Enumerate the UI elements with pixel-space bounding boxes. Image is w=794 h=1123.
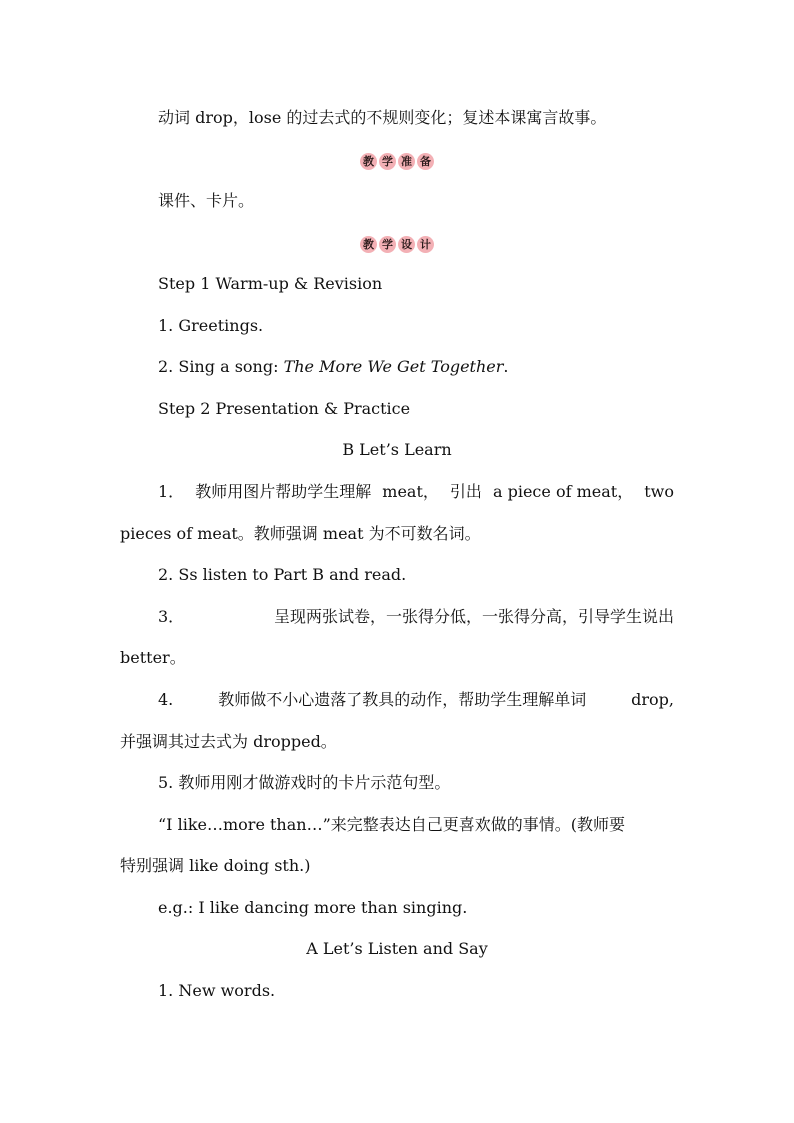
badge-char: 计 bbox=[417, 236, 434, 253]
step1-heading: Step 1 Warm-up & Revision bbox=[158, 274, 383, 293]
part-a-heading: A Let’s Listen and Say bbox=[306, 939, 488, 958]
item4-seg: drop, bbox=[631, 690, 674, 709]
song-line bbox=[158, 356, 509, 378]
example-line: e.g.: I like dancing more than singing. bbox=[158, 898, 468, 917]
song-title: The More We Get Together bbox=[283, 357, 504, 376]
item1-seg: 引出 bbox=[449, 482, 482, 501]
item3-line bbox=[158, 606, 674, 628]
badge-char: 教 bbox=[360, 236, 377, 253]
badge-char: 教 bbox=[360, 153, 377, 170]
greetings-line: 1. Greetings. bbox=[158, 316, 264, 335]
song-suffix: . bbox=[503, 357, 509, 376]
song-prefix: 2. Sing a song: bbox=[158, 357, 284, 376]
item5-line: 5. 教师用刚才做游戏时的卡片示范句型。 bbox=[158, 773, 451, 792]
badge-char: 学 bbox=[379, 153, 396, 170]
item1-line bbox=[158, 481, 674, 503]
pattern-continuation: 特别强调 like doing sth.) bbox=[120, 856, 311, 875]
item1-seg: 1． bbox=[158, 482, 185, 501]
item4-line bbox=[158, 689, 674, 711]
materials-line: 课件、卡片。 bbox=[158, 191, 255, 210]
item1-seg: meat， bbox=[382, 482, 439, 501]
item1-seg: 教师用图片帮助学生理解 bbox=[195, 482, 372, 501]
section-badge-design bbox=[0, 233, 794, 253]
item3-continuation: better。 bbox=[120, 648, 186, 667]
new-words-line: 1. New words. bbox=[158, 981, 276, 1000]
item4-continuation: 并强调其过去式为 dropped。 bbox=[120, 732, 337, 751]
item1-seg: two bbox=[644, 482, 674, 501]
item3-seg: 呈现两张试卷，一张得分低，一张得分高，引导学生说出 bbox=[273, 607, 674, 626]
item4-seg: 教师做不小心遗落了教具的动作，帮助学生理解单词 bbox=[218, 690, 587, 709]
item1-seg: a piece of meat， bbox=[492, 482, 634, 501]
step2-heading: Step 2 Presentation & Practice bbox=[158, 399, 411, 418]
part-b-heading: B Let’s Learn bbox=[342, 440, 452, 459]
item1-continuation: pieces of meat。教师强调 meat 为不可数名词。 bbox=[120, 524, 481, 543]
badge-char: 设 bbox=[398, 236, 415, 253]
objective-line: 动词 drop，lose 的过去式的不规则变化；复述本课寓言故事。 bbox=[158, 108, 607, 127]
badge-char: 备 bbox=[417, 153, 434, 170]
item4-seg: 4. bbox=[158, 690, 174, 709]
section-badge-preparation bbox=[0, 150, 794, 170]
item3-seg: 3． bbox=[158, 607, 185, 626]
badge-char: 学 bbox=[379, 236, 396, 253]
badge-char: 准 bbox=[398, 153, 415, 170]
item2-line: 2. Ss listen to Part B and read. bbox=[158, 565, 407, 584]
pattern-line: “I like…more than…”来完整表达自己更喜欢做的事情。(教师要 bbox=[158, 815, 625, 834]
